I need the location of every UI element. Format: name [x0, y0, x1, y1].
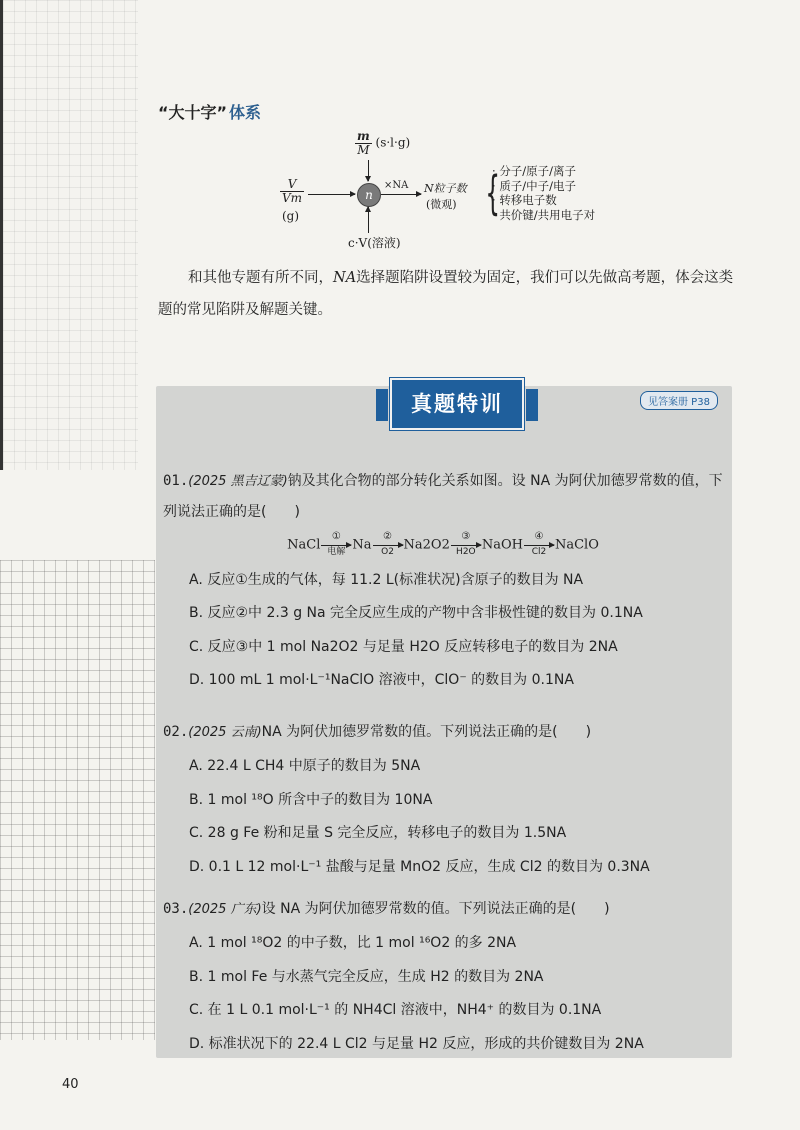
- option-list: [163, 564, 723, 698]
- question-01: [163, 466, 723, 698]
- big-cross-diagram: [280, 130, 620, 255]
- option-b[interactable]: B. 1 mol Fe 与水蒸气完全反应，生成 H2 的数目为 2NA: [189, 968, 544, 985]
- option-c[interactable]: C. 28 g Fe 粉和足量 S 完全反应，转移电子的数目为 1.5NA: [189, 825, 567, 841]
- option-d[interactable]: D. 100 mL 1 mol·L⁻¹NaClO 溶液中，ClO⁻ 的数目为 0.1NA: [189, 672, 574, 688]
- arrow-top: [368, 160, 369, 181]
- answer-reference-badge: 见答案册 P38: [640, 391, 718, 410]
- arrow-bottom: [368, 207, 369, 233]
- reaction-arrow: ③ H2O: [451, 531, 481, 559]
- heading-quoted: “大十字”: [158, 103, 228, 122]
- diagram-top-label: $\frac{m}{M}$ (s·l·g): [357, 129, 411, 157]
- option-d[interactable]: D. 标准状况下的 22.4 L Cl2 与足量 H2 反应，形成的共价键数目为 2NA: [189, 1035, 644, 1052]
- reaction-scheme: NaCl ① 电解 Na ② O2 Na2O2 ③ H2O NaOH ④ Cl2 NaClO: [287, 531, 599, 557]
- particle-count-label: N粒子数: [424, 182, 467, 195]
- heading-system: 体系: [229, 103, 262, 122]
- option-b[interactable]: B. 1 mol ¹⁸O 所含中子的数目为 10NA: [189, 791, 433, 808]
- margin-grid-bottom: [0, 560, 155, 1040]
- option-list: [163, 750, 723, 884]
- option-list: [163, 927, 723, 1061]
- page-number: 40: [62, 1077, 79, 1092]
- section-banner: 真题特训: [390, 378, 524, 430]
- diagram-left-label: $\frac{V}{Vm}$: [282, 177, 303, 205]
- micro-item: · 共价键/共用电子对: [492, 208, 595, 223]
- diagram-bottom-label: c·V(溶液): [348, 236, 401, 250]
- option-a[interactable]: A. 22.4 L CH4 中原子的数目为 5NA: [189, 758, 421, 774]
- question-03: [163, 894, 723, 1061]
- question-stem: 01.(2025 黑吉辽蒙)钠及其化合物的部分转化关系如图。设 NA 为阿伏加德罗常数的值，下列说法正确的是( ): [163, 473, 723, 520]
- reaction-arrow: ② O2: [373, 531, 403, 559]
- micro-item: · 质子/中子/电子: [492, 179, 595, 194]
- intro-paragraph: 和其他专题有所不同，NA选择题陷阱设置较为固定，我们可以先做高考题，体会这类题的常见陷阱及解题关键。: [158, 270, 734, 318]
- diagram-left-note: (g): [282, 209, 300, 223]
- reaction-arrow: ④ Cl2: [524, 531, 554, 559]
- arrow-right: [381, 194, 421, 195]
- center-n-circle: n: [357, 183, 381, 207]
- question-stem: 03.(2025 广东)设 NA 为阿伏加德罗常数的值。下列说法正确的是( ): [163, 901, 610, 917]
- section-heading: [158, 100, 261, 123]
- option-c[interactable]: C. 在 1 L 0.1 mol·L⁻¹ 的 NH4Cl 溶液中，NH4⁺ 的数目为 0.1NA: [189, 1002, 602, 1018]
- question-02: [163, 717, 723, 884]
- option-a[interactable]: A. 反应①生成的气体，每 11.2 L(标准状况)含原子的数目为 NA: [189, 571, 584, 588]
- option-a[interactable]: A. 1 mol ¹⁸O2 的中子数，比 1 mol ¹⁶O2 的多 2NA: [189, 935, 517, 951]
- micro-items-list: [492, 164, 595, 222]
- arrow-left: [308, 194, 355, 195]
- reaction-arrow: ① 电解: [321, 531, 351, 559]
- micro-label: (微观): [426, 198, 457, 211]
- micro-item: · 分子/原子/离子: [492, 164, 595, 179]
- option-c[interactable]: C. 反应③中 1 mol Na2O2 与足量 H2O 反应转移电子的数目为 2NA: [189, 638, 618, 655]
- brace-glyph: {: [485, 166, 500, 220]
- question-stem: 02.(2025 云南)NA 为阿伏加德罗常数的值。下列说法正确的是( ): [163, 724, 592, 740]
- option-d[interactable]: D. 0.1 L 12 mol·L⁻¹ 盐酸与足量 MnO2 反应，生成 Cl2 的数目为 0.3NA: [189, 858, 650, 875]
- option-b[interactable]: B. 反应②中 2.3 g Na 完全反应生成的产物中含非极性键的数目为 0.1NA: [189, 605, 643, 621]
- margin-grid-top: [0, 0, 138, 470]
- times-na-label: ×NA: [384, 180, 409, 191]
- micro-item: · 转移电子数: [492, 193, 595, 208]
